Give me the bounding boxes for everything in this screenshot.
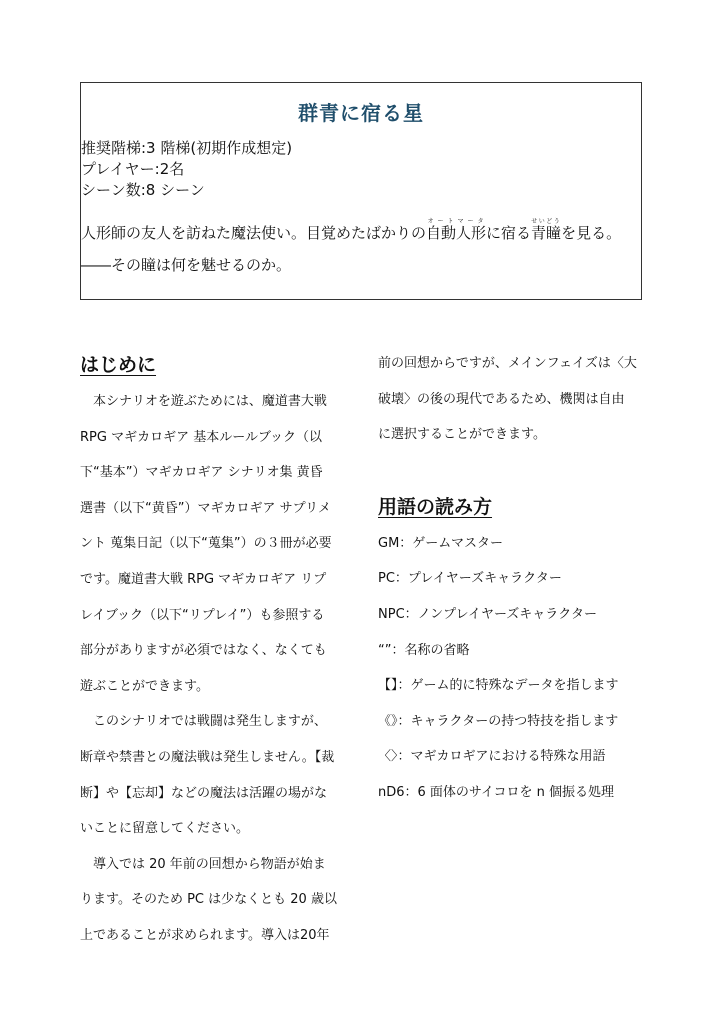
ruby-seido: 青瞳せいどう	[531, 218, 562, 242]
paragraph-line: に選択することができます。	[378, 427, 546, 443]
paragraph-line: いことに留意してください。	[80, 821, 250, 837]
paragraph-line: ります。そのため PC は少なくとも 20 歳以	[80, 892, 337, 908]
scenario-meta	[81, 138, 641, 201]
scenario-title: 群青に宿る星	[298, 101, 424, 125]
ruby-automata: 自動人形オートマータ	[426, 218, 487, 242]
intro-body	[80, 384, 350, 954]
paragraph-line: 部分がありますが必須ではなく、なくても	[80, 643, 327, 659]
glossary-term: NPC：ノンプレイヤーズキャラクター	[378, 606, 598, 622]
paragraph-line: 前の回想からですが、メインフェイズは〈大	[378, 356, 637, 371]
glossary-term: “”：名称の省略	[378, 642, 470, 658]
paragraph-line: 上であることが求められます。導入は20年	[80, 927, 330, 943]
paragraph-line: 遊ぶことができます。	[80, 678, 209, 694]
glossary-heading: 用語の読み方	[378, 495, 493, 518]
paragraph-line: このシナリオでは戦闘は発生しますが、	[80, 714, 327, 730]
paragraph-line: 破壊〉の後の現代であるため、機関は自由	[378, 391, 625, 407]
intro-column	[80, 346, 350, 954]
paragraph-line: です。魔道書大戦 RPG マギカロギア リプ	[80, 571, 327, 587]
intro-heading: はじめに	[80, 354, 157, 376]
glossary-term: 〈〉：マギカロギアにおける特殊な用語	[378, 749, 606, 765]
paragraph-line: RPG マギカロギア 基本ルールブック（以	[80, 429, 323, 445]
paragraph-line: 選書（以下“黄昏”）マギカロギア サプリメ	[80, 500, 331, 516]
glossary-term: PC：プレイヤーズキャラクター	[378, 571, 562, 587]
scenario-info-box	[80, 82, 642, 300]
synopsis-line-2: ――その瞳は何を魅せるのか。	[81, 256, 292, 274]
synopsis	[81, 217, 621, 281]
recommended-level: 推奨階梯:3 階梯(初期作成想定)	[81, 139, 293, 157]
paragraph-line: 断】や【忘却】などの魔法は活躍の場がな	[80, 785, 328, 801]
player-count: プレイヤー:2名	[81, 160, 185, 178]
right-column	[378, 346, 648, 811]
glossary-term: nD6：6 面体のサイコロを n 個振る処理	[378, 784, 614, 800]
paragraph-line: 断章や禁書との魔法戦は発生しません。【裁	[80, 749, 335, 765]
glossary-term: 【】：ゲーム的に特殊なデータを指します	[378, 678, 619, 694]
glossary-list	[378, 526, 648, 811]
glossary-term: 《》：キャラクターの持つ特技を指します	[378, 713, 619, 729]
scene-count: シーン数:8 シーン	[81, 181, 205, 199]
paragraph-line: ント 蒐集日記（以下“蒐集”）の３冊が必要	[80, 536, 332, 552]
glossary-term: GM：ゲームマスター	[378, 535, 504, 551]
paragraph-line: 本シナリオを遊ぶためには、魔道書大戦	[80, 394, 327, 409]
paragraph-line: レイブック（以下“リプレイ”）も参照する	[80, 607, 325, 623]
paragraph-line: 下“基本”）マギカロギア シナリオ集 黄昏	[80, 465, 323, 481]
paragraph-line: 導入では 20 年前の回想から物語が始ま	[80, 856, 326, 872]
synopsis-line-1: 人形師の友人を訪ねた魔法使い。目覚めたばかりの自動人形オートマータに宿る青瞳せいどうを見る。	[81, 218, 622, 242]
intro-continued	[378, 346, 648, 453]
